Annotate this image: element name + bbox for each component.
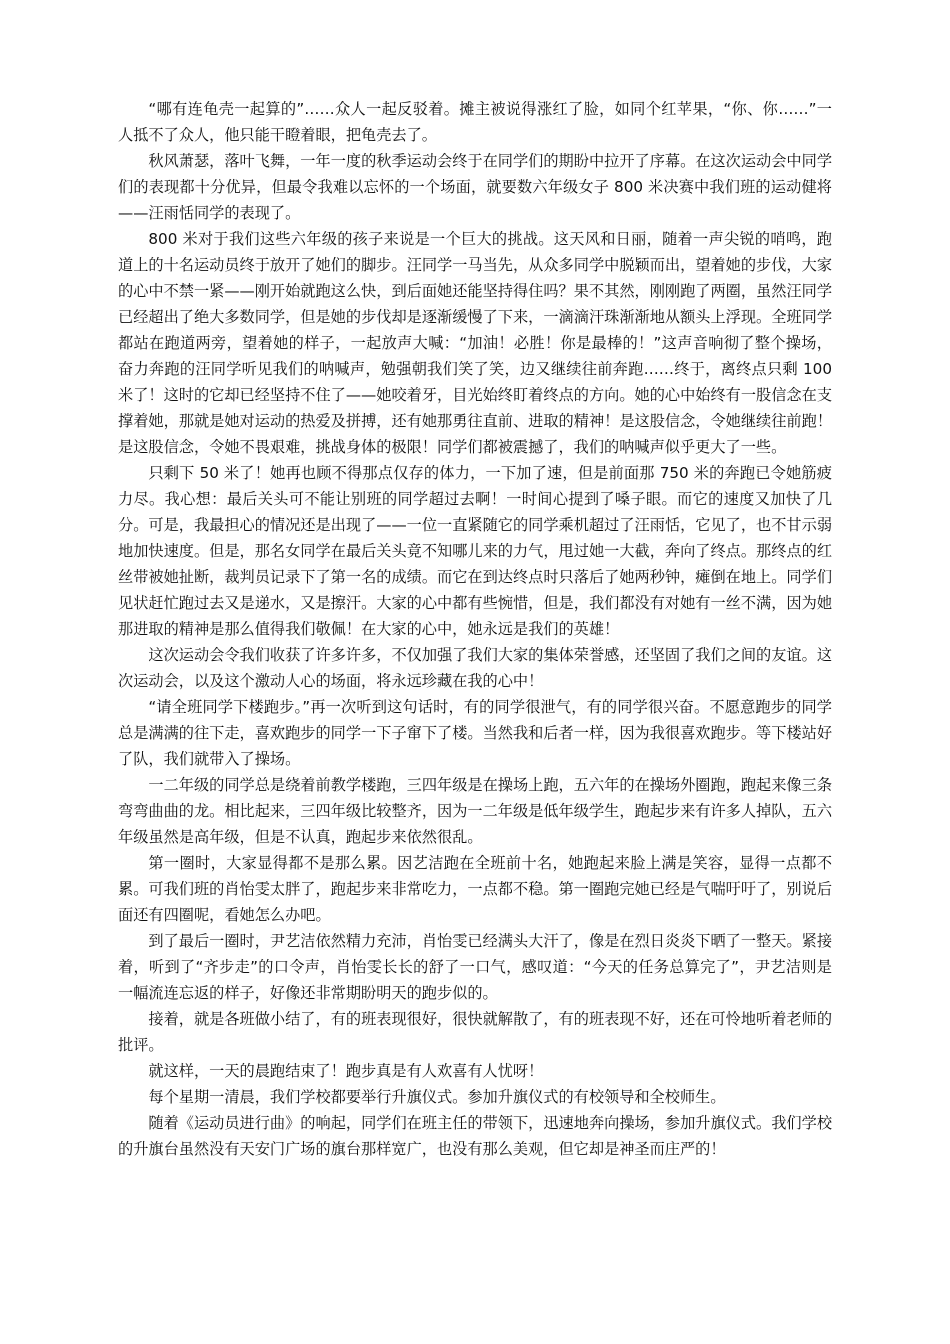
paragraph-13: 随着《运动员进行曲》的响起，同学们在班主任的带领下，迅速地奔向操场，参加升旗仪式。我们学校的升旗台虽然没有天安门广场的旗台那样宽广，也没有那么美观，但它却是神圣而庄严的！ (118, 1114, 832, 1158)
paragraph-9: 到了最后一圈时，尹艺洁依然精力充沛，肖怡雯已经满头大汗了，像是在烈日炎炎下晒了一整天。紧接着，听到了“齐步走”的口令声，肖怡雯长长的舒了一口气，感叹道：“今天的任务总算完了”，尹艺洁则是一幅流连忘返的样子，好像还非常期盼明天的跑步似的。 (118, 932, 832, 1002)
paragraph-7: 一二年级的同学总是绕着前教学楼跑，三四年级是在操场上跑，五六年的在操场外圈跑，跑起来像三条弯弯曲曲的龙。相比起来，三四年级比较整齐，因为一二年级是低年级学生，跑起步来有许多人掉队，五六年级虽然是高年级，但是不认真，跑起步来依然很乱。 (118, 776, 832, 846)
paragraph-3: 800 米对于我们这些六年级的孩子来说是一个巨大的挑战。这天风和日丽，随着一声尖锐的哨鸣，跑道上的十名运动员终于放开了她们的脚步。汪同学一马当先，从众多同学中脱颖而出，望着她的步伐，大家的心中不禁一紧——刚开始就跑这么快，到后面她还能坚持得住吗？果不其然，刚刚跑了两圈，虽然汪同学已经超出了绝大多数同学，但是她的步伐却是逐渐缓慢了下来，一滴滴汗珠渐渐地从额头上浮现。全班同学都站在跑道两旁，望着她的样子，一起放声大喊：“加油！必胜！你是最棒的！”这声音响彻了整个操场，奋力奔跑的汪同学听见我们的呐喊声，勉强朝我们笑了笑，边又继续往前奔跑……终于，离终点只剩 100 米了！这时的它却已经坚持不住了——她咬着牙，目光始终盯着终点的方向。她的心中始终有一股信念在支撑着她，那就是她对运动的热爱及拼搏，还有她那勇往直前、进取的精神！是这股信念，令她继续往前跑！是这股信念，令她不畏艰难，挑战身体的极限！同学们都被震撼了，我们的呐喊声似乎更大了一些。 (118, 230, 832, 456)
paragraph-5: 这次运动会令我们收获了许多许多，不仅加强了我们大家的集体荣誉感，还坚固了我们之间的友谊。这次运动会，以及这个激动人心的场面，将永远珍藏在我的心中！ (118, 646, 832, 690)
paragraph-2: 秋风萧瑟，落叶飞舞，一年一度的秋季运动会终于在同学们的期盼中拉开了序幕。在这次运动会中同学们的表现都十分优异，但最令我难以忘怀的一个场面，就要数六年级女子 800 米决赛中我们班的运动健将——汪雨恬同学的表现了。 (118, 152, 832, 222)
paragraph-10: 接着，就是各班做小结了，有的班表现很好，很快就解散了，有的班表现不好，还在可怜地听着老师的批评。 (118, 1010, 832, 1054)
paragraph-4: 只剩下 50 米了！她再也顾不得那点仅存的体力，一下加了速，但是前面那 750 米的奔跑已令她筋疲力尽。我心想：最后关头可不能让别班的同学超过去啊！一时间心提到了嗓子眼。而它的速度又加快了几分。可是，我最担心的情况还是出现了——一位一直紧随它的同学乘机超过了汪雨恬，它见了，也不甘示弱地加快速度。但是，那名女同学在最后关头竟不知哪儿来的力气，甩过她一大截，奔向了终点。那终点的红丝带被她扯断，裁判员记录下了第一名的成绩。而它在到达终点时只落后了她两秒钟，瘫倒在地上。同学们见状赶忙跑过去又是递水，又是擦汗。大家的心中都有些惋惜，但是，我们都没有对她有一丝不满，因为她那进取的精神是那么值得我们敬佩！在大家的心中，她永远是我们的英雄！ (118, 464, 832, 638)
paragraph-1: “哪有连龟壳一起算的”……众人一起反驳着。摊主被说得涨红了脸，如同个红苹果，“你、你……”一人抵不了众人，他只能干瞪着眼，把龟壳去了。 (118, 100, 832, 144)
document-body (118, 96, 832, 1162)
paragraph-8: 第一圈时，大家显得都不是那么累。因艺洁跑在全班前十名，她跑起来脸上满是笑容，显得一点都不累。可我们班的肖怡雯太胖了，跑起步来非常吃力，一点都不稳。第一圈跑完她已经是气喘吁吁了，别说后面还有四圈呢，看她怎么办吧。 (118, 854, 832, 924)
paragraph-11: 就这样，一天的晨跑结束了！跑步真是有人欢喜有人忧呀！ (148, 1062, 544, 1080)
paragraph-12: 每个星期一清晨，我们学校都要举行升旗仪式。参加升旗仪式的有校领导和全校师生。 (148, 1088, 726, 1106)
paragraph-6: “请全班同学下楼跑步。”再一次听到这句话时，有的同学很泄气，有的同学很兴奋。不愿意跑步的同学总是满满的往下走，喜欢跑步的同学一下子窜下了楼。当然我和后者一样，因为我很喜欢跑步。等下楼站好了队，我们就带入了操场。 (118, 698, 832, 768)
